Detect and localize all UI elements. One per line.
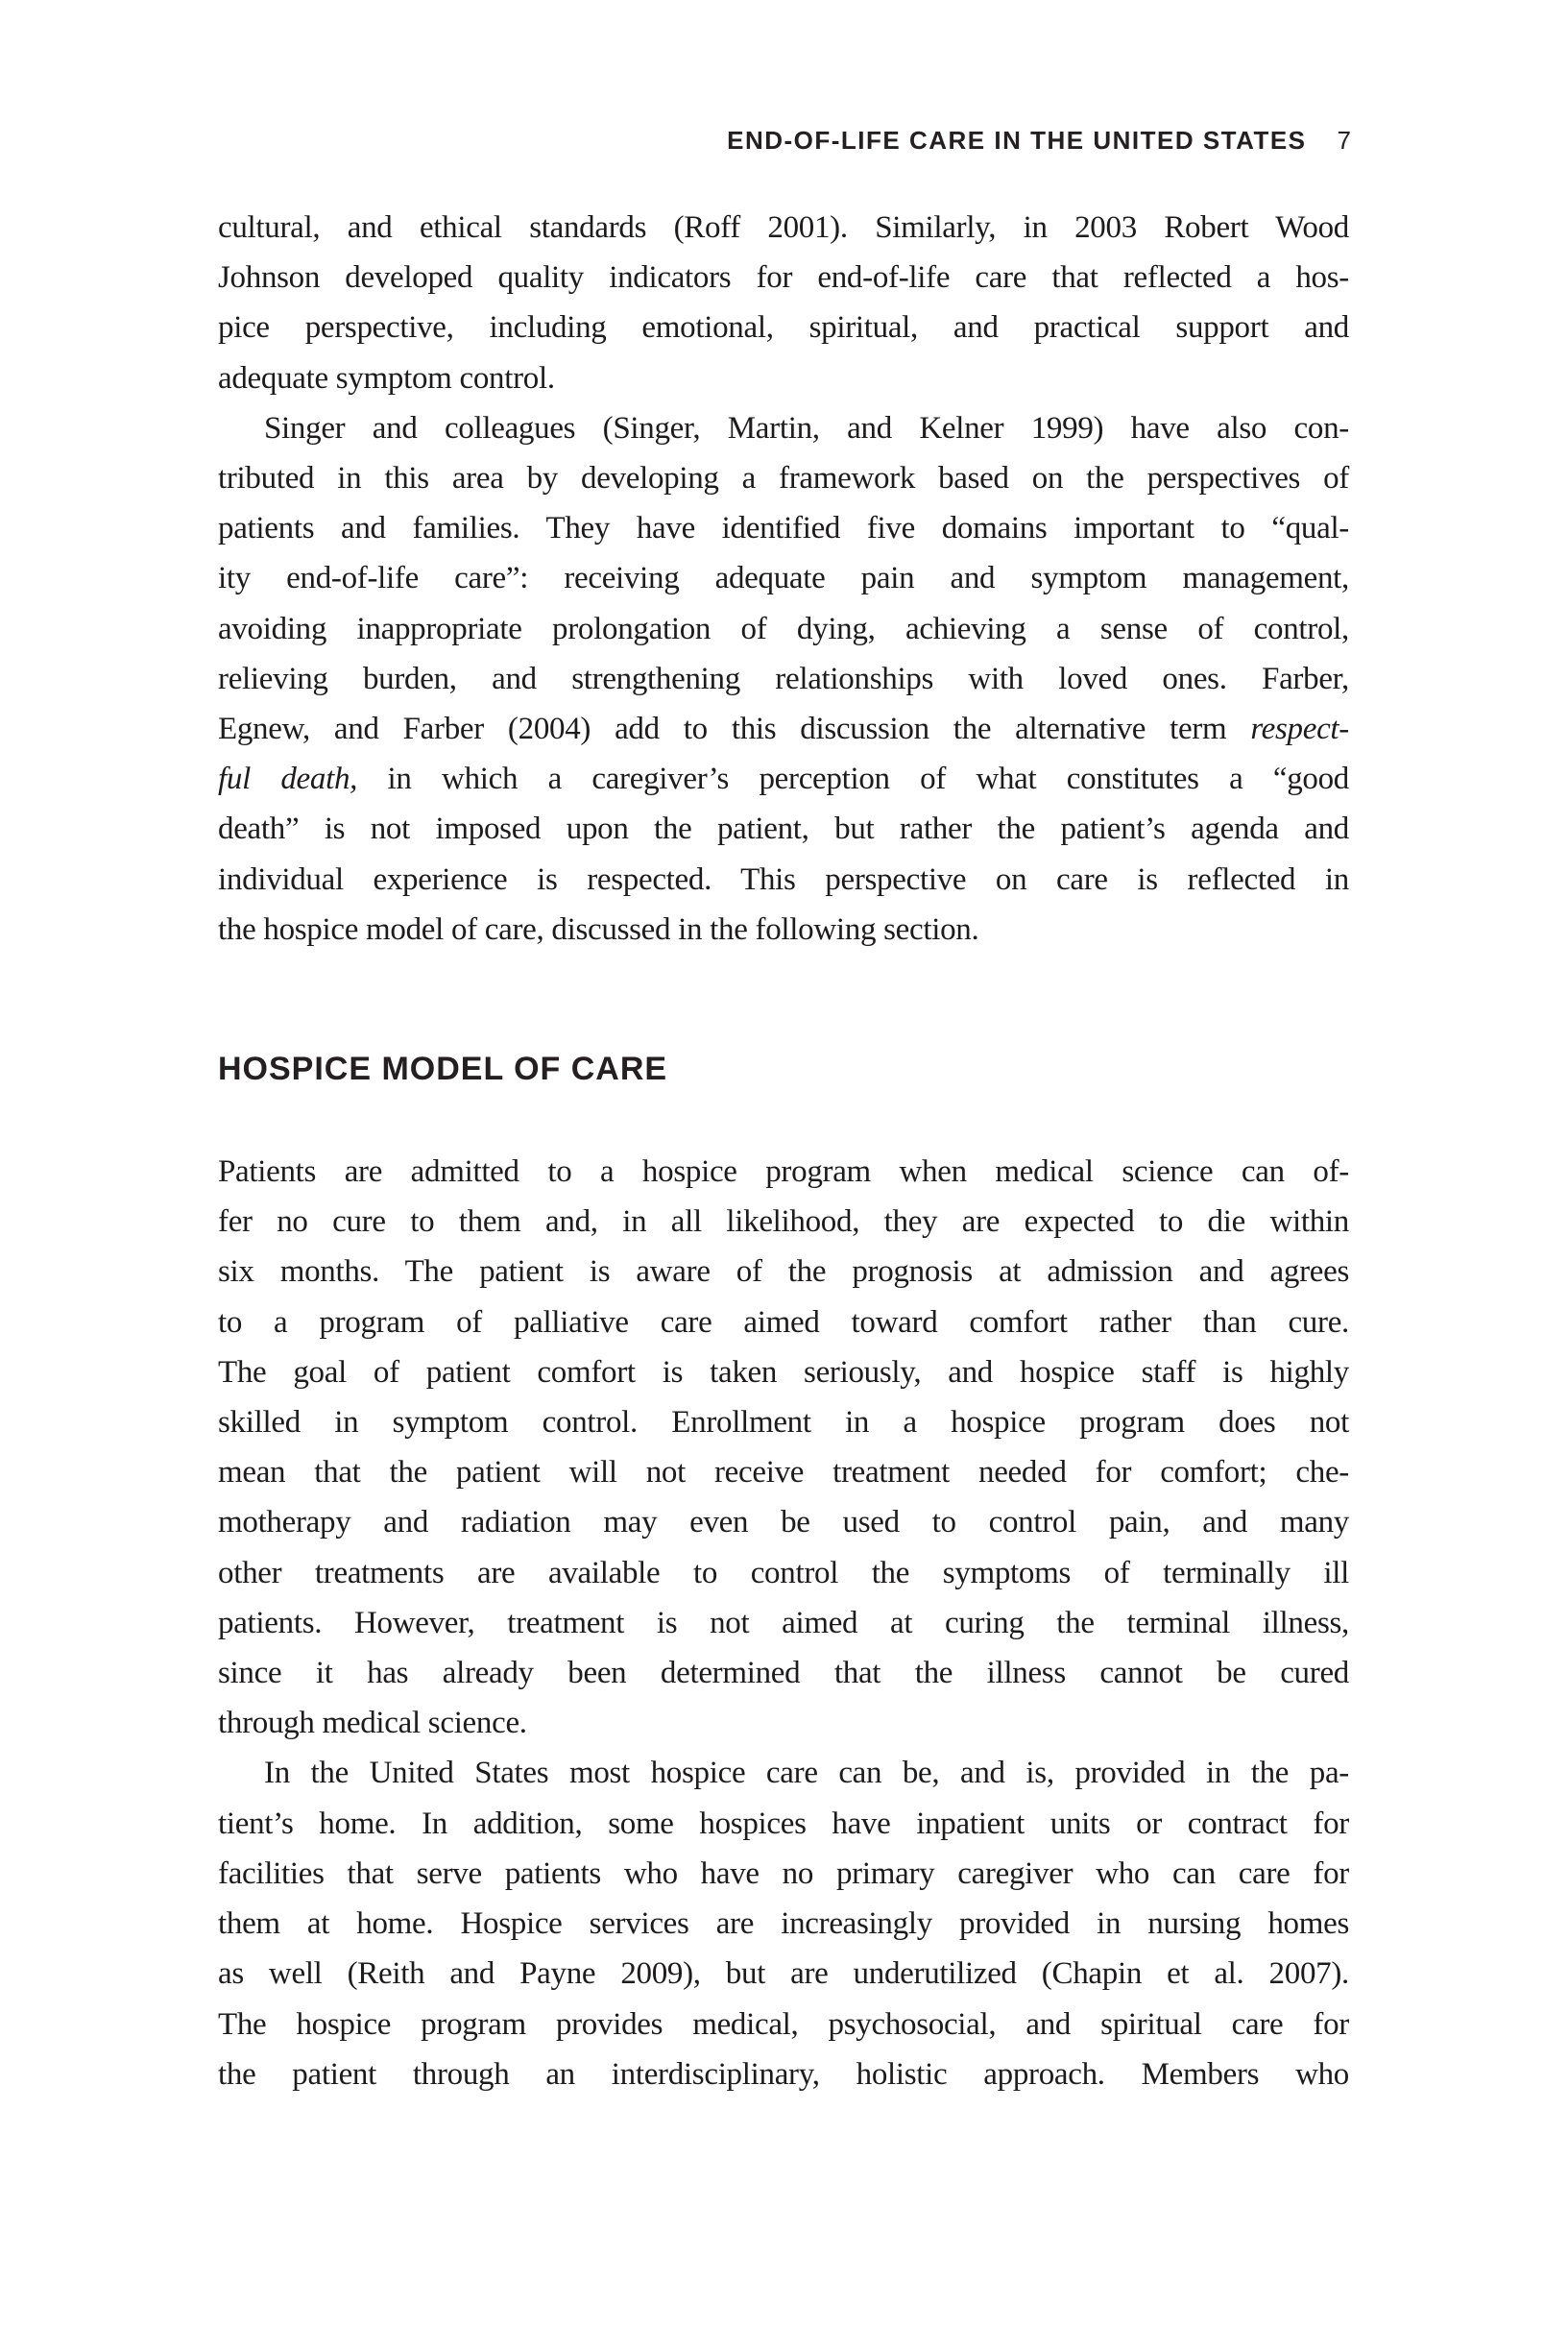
text-line — [218, 754, 1349, 804]
italic-text: ful death, — [218, 762, 358, 797]
plain-text: in which a caregiver’s perception of what constitutes a “good — [357, 762, 1349, 797]
text-line: them at home. Hospice services are increasingly provided in nursing homes — [218, 1906, 1349, 1942]
text-line: patients and families. They have identified five domains important to “qual- — [218, 511, 1349, 546]
paragraph — [218, 1748, 1349, 2098]
text-line: Patients are admitted to a hospice program when medical science can of- — [218, 1154, 1349, 1190]
section-heading: HOSPICE MODEL OF CARE — [218, 1051, 668, 1088]
text-line: cultural, and ethical standards (Roff 2001). Similarly, in 2003 Robert Wood — [218, 210, 1349, 245]
text-line: as well (Reith and Payne 2009), but are underutilized (Chapin et al. 2007). — [218, 1956, 1349, 1992]
paragraph — [218, 203, 1349, 403]
text-line: to a program of palliative care aimed toward comfort rather than cure. — [218, 1304, 1349, 1340]
text-line: tient’s home. In addition, some hospices have inpatient units or contract for — [218, 1806, 1349, 1841]
text-line: ity end-of-life care”: receiving adequate pain and symptom management, — [218, 561, 1349, 596]
text-line: death” is not imposed upon the patient, but rather the patient’s agenda and — [218, 812, 1349, 847]
page-body — [218, 203, 1349, 2099]
text-line: In the United States most hospice care can be, and is, provided in the pa- — [264, 1756, 1349, 1791]
text-line: motherapy and radiation may even be used to control pain, and many — [218, 1505, 1349, 1540]
text-line: avoiding inappropriate prolongation of dying, achieving a sense of control, — [218, 611, 1349, 646]
text-line: The hospice program provides medical, psychosocial, and spiritual care for — [218, 2006, 1349, 2042]
text-line: Singer and colleagues (Singer, Martin, and Kelner 1999) have also con- — [264, 410, 1349, 446]
text-line: the hospice model of care, discussed in the following section. — [218, 911, 979, 947]
paragraph — [218, 1147, 1349, 1748]
text-line: The goal of patient comfort is taken seriously, and hospice staff is highly — [218, 1354, 1349, 1390]
text-line: six months. The patient is aware of the prognosis at admission and agrees — [218, 1254, 1349, 1290]
text-line: the patient through an interdisciplinary, holistic approach. Members who — [218, 2056, 1349, 2092]
text-line: skilled in symptom control. Enrollment in a hospice program does not — [218, 1405, 1349, 1441]
text-line: adequate symptom control. — [218, 360, 555, 396]
text-line: facilities that serve patients who have no primary caregiver who can care for — [218, 1855, 1349, 1891]
italic-text: respect- — [1250, 712, 1349, 747]
text-line: since it has already been determined that the illness cannot be cured — [218, 1656, 1349, 1691]
text-line: through medical science. — [218, 1706, 527, 1741]
text-line — [218, 704, 1349, 754]
text-line: patients. However, treatment is not aimed at curing the terminal illness, — [218, 1605, 1349, 1640]
text-line: relieving burden, and strengthening relationships with loved ones. Farber, — [218, 661, 1349, 696]
text-line: Johnson developed quality indicators for end-of-life care that reflected a hos- — [218, 260, 1349, 296]
paragraph — [218, 403, 1349, 955]
text-line: individual experience is respected. This perspective on care is reflected in — [218, 861, 1349, 897]
text-line: mean that the patient will not receive treatment needed for comfort; che- — [218, 1455, 1349, 1491]
running-head-title: END-OF-LIFE CARE IN THE UNITED STATES — [727, 126, 1307, 155]
plain-text: Egnew, and Farber (2004) add to this discussion the alternative term — [218, 712, 1251, 747]
text-line: pice perspective, including emotional, spiritual, and practical support and — [218, 310, 1349, 346]
text-line: fer no cure to them and, in all likelihood, they are expected to die within — [218, 1204, 1349, 1240]
text-line: tributed in this area by developing a framework based on the perspectives of — [218, 461, 1349, 497]
text-line: other treatments are available to control the symptoms of terminally ill — [218, 1555, 1349, 1590]
running-head — [218, 127, 1351, 154]
page-number: 7 — [1337, 126, 1351, 155]
